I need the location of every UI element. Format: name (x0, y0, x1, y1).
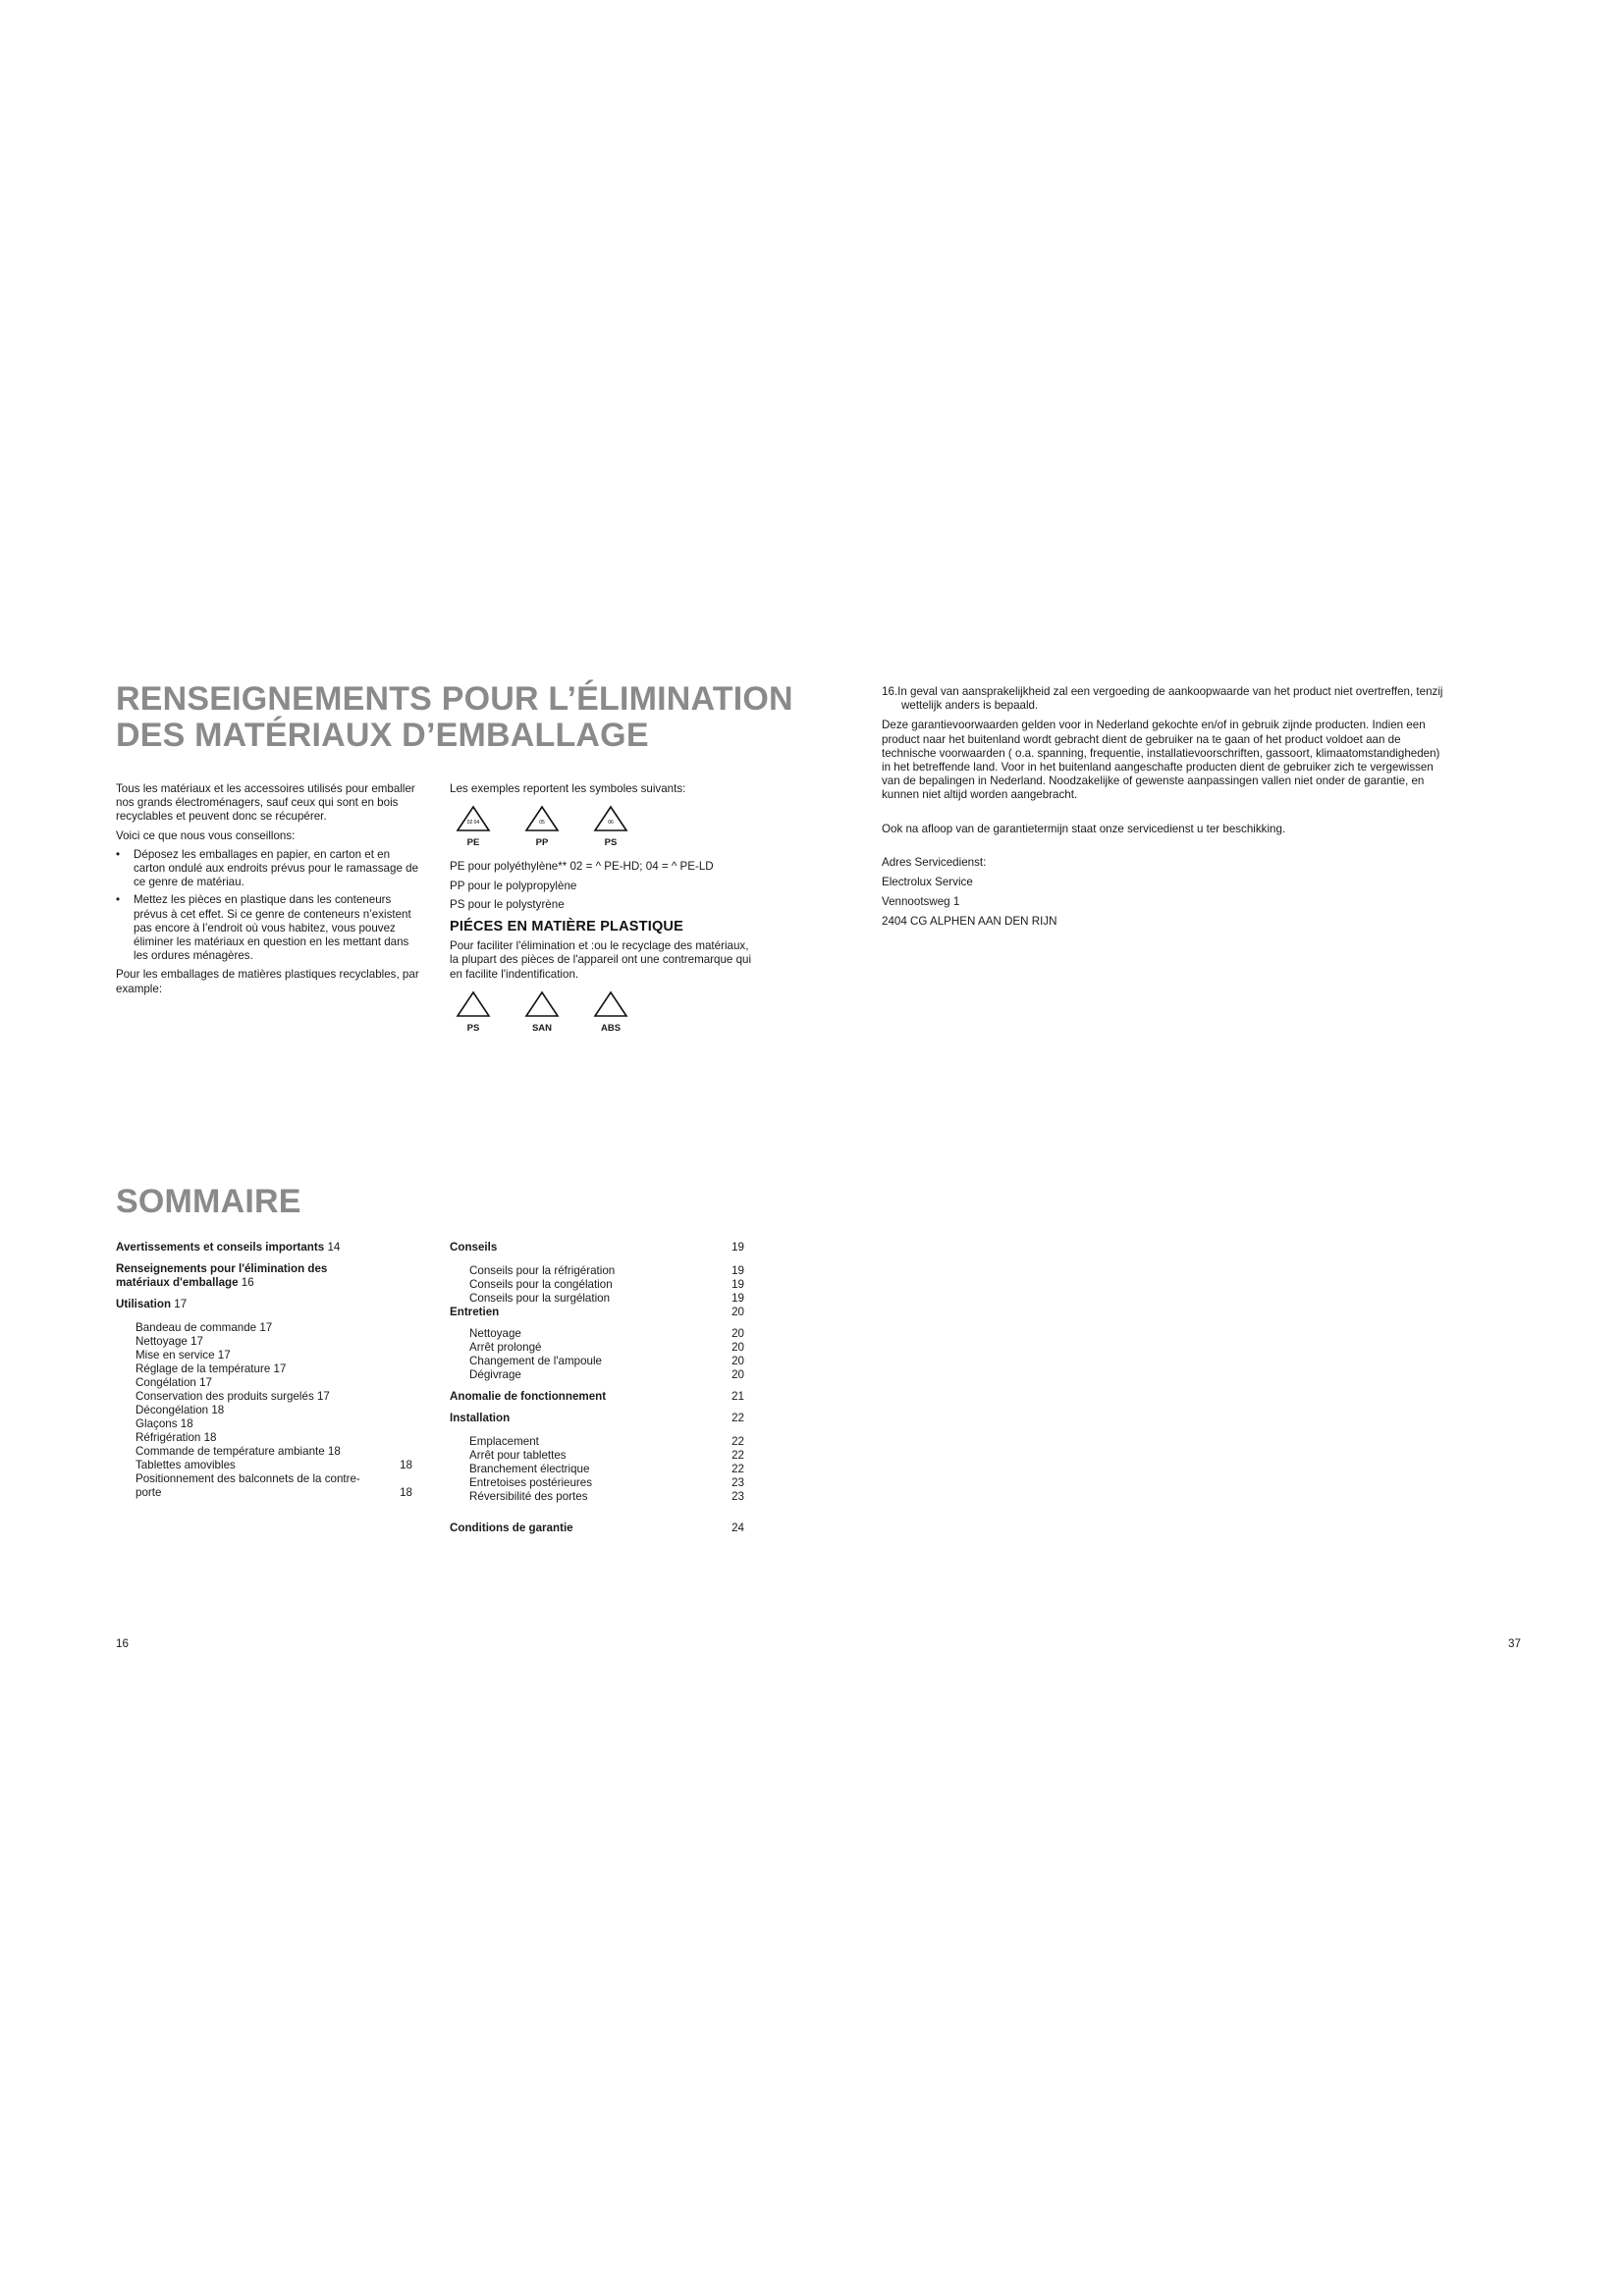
toc-sub-item (469, 1292, 744, 1306)
recycle-label: PP (535, 837, 549, 849)
toc-item-page: 24 (731, 1522, 744, 1534)
toc-sub-item (469, 1341, 744, 1355)
disposal-bullet: • Mettez les pièces en plastique dans les conteneurs prévus à cet effet. Si ce genre de conteneurs n’existent pas encore à l’endroit où vous habitez, vous pouvez éliminer les matériaux en question en les mettant dans les ordures ménagères. (116, 893, 420, 963)
toc-item-label: Installation (450, 1412, 511, 1424)
toc-item-page: 19 (731, 1241, 744, 1254)
toc-sub-label: Branchement électrique (469, 1463, 590, 1475)
recycle-label: ABS (600, 1022, 622, 1034)
toc-item-page: 17 (174, 1298, 188, 1310)
toc-sub-list (116, 1321, 412, 1500)
recycle-symbol-pe (454, 804, 493, 850)
toc-item (116, 1298, 412, 1311)
plastics-example: Pour les emballages de matières plastiques recyclables, par example: (116, 968, 419, 995)
toc-sub-page: 20 (731, 1327, 744, 1340)
toc-item-page: 20 (731, 1306, 744, 1318)
toc-item-label: Conditions de garantie (450, 1522, 573, 1534)
summary-heading: SOMMAIRE (116, 1183, 301, 1220)
toc-sub-item (469, 1435, 744, 1449)
recycle-label: PS (604, 837, 618, 849)
recycle-code: 06 (608, 820, 614, 827)
toc-sub-page: 22 (731, 1435, 744, 1448)
disposal-advice-intro: Voici ce que nous vous conseillons: (116, 828, 296, 842)
recycle-symbol-san (522, 989, 562, 1036)
toc-sub-item (469, 1449, 744, 1463)
service-address (882, 856, 1530, 930)
toc-sub-list (450, 1264, 744, 1306)
disposal-heading-line2: DES MATÉRIAUX D’EMBALLAGE (116, 717, 649, 754)
guarantee-item-16-line1: 16.In geval van aansprakelijkheid zal een vergoeding de aankoopwaarde van het product niet overtreffen, tenzij (882, 685, 1443, 698)
toc-sub-page: 22 (731, 1449, 744, 1462)
toc-item-page: 16 (241, 1276, 254, 1289)
recycle-triangle-icon (522, 804, 562, 835)
recycle-symbols-row-2 (454, 989, 754, 1036)
recycle-triangle-icon (591, 989, 630, 1021)
recycle-symbol-ps (454, 989, 493, 1036)
toc-sub-list (450, 1327, 744, 1382)
toc-sub-label: Emplacement (469, 1435, 539, 1448)
toc-item (116, 1262, 412, 1290)
toc-sub-label: Dégivrage (469, 1368, 521, 1381)
recycle-label: SAN (531, 1022, 553, 1034)
toc-sub-page: 20 (731, 1355, 744, 1367)
disposal-right-column (450, 782, 754, 1045)
toc-sub-item (135, 1486, 412, 1500)
toc-sub-item (469, 1476, 744, 1490)
toc-sub-page: 18 (400, 1459, 412, 1471)
toc-sub-item: Conservation des produits surgelés 17 (135, 1390, 330, 1403)
toc-item-label: Entretien (450, 1306, 500, 1318)
guarantee-para-line: technische voorwaarden ( o.a. spanning, frequentie, installatievoorschriften, gassoort, klimaatomstandigheden) (882, 746, 1440, 760)
disposal-heading (116, 681, 823, 754)
toc-sub-item: Réglage de la température 17 (135, 1362, 287, 1375)
recycle-code: 05 (539, 820, 545, 827)
toc-sub-item (469, 1278, 744, 1292)
toc-item-label: matériaux d'emballage (116, 1276, 239, 1289)
toc-sub-label: Conseils pour la surgélation (469, 1292, 611, 1305)
recycle-label: PS (466, 1022, 480, 1034)
toc-item-page: 21 (731, 1390, 744, 1403)
toc-sub-item (469, 1355, 744, 1368)
disposal-bullets (116, 848, 420, 964)
address-line: Adres Servicedienst: (882, 855, 987, 869)
toc-item-anomalie (450, 1390, 744, 1404)
disposal-bullet: • Déposez les emballages en papier, en carton et en carton ondulé aux endroits prévus pour le ramassage de ce genre de matériau. (116, 848, 420, 890)
toc-sub-page: 20 (731, 1341, 744, 1354)
summary-right-column (450, 1241, 744, 1535)
toc-item-page: 14 (327, 1241, 341, 1254)
toc-sub-page: 23 (731, 1490, 744, 1503)
disposal-heading-line1: RENSEIGNEMENTS POUR L’ÉLIMINATION (116, 680, 793, 718)
toc-sub-label: Tablettes amovibles (135, 1459, 236, 1471)
toc-sub-label: Conseils pour la réfrigération (469, 1264, 616, 1277)
page-number-right: 37 (1508, 1637, 1521, 1650)
recycle-code: 02 04 (466, 820, 480, 827)
summary-heading-wrap (116, 1184, 301, 1220)
toc-item-label: Conseils (450, 1241, 498, 1254)
toc-sub-list (450, 1435, 744, 1504)
toc-item-page: 22 (731, 1412, 744, 1424)
toc-sub-item: Bandeau de commande 17 (135, 1321, 273, 1334)
service-note: Ook na afloop van de garantietermijn staat onze servicedienst u ter beschikking. (882, 822, 1286, 835)
toc-item-installation (450, 1412, 744, 1425)
toc-sub-label: Arrêt pour tablettes (469, 1449, 567, 1462)
toc-sub-page: 19 (731, 1278, 744, 1291)
toc-sub-item: Réfrigération 18 (135, 1431, 217, 1444)
guarantee-para-line: kunnen niet altijd worden aangebracht. (882, 788, 1078, 802)
toc-item-label: Avertissements et conseils importants (116, 1241, 325, 1254)
plastic-parts-text: Pour faciliter l'élimination et :ou le recyclage des matériaux, la plupart des pièces de l'appareil ont une contremarque qui en facilite l'indentification. (450, 939, 752, 981)
toc-sub-item (469, 1368, 744, 1382)
toc-sub-page: 18 (400, 1486, 412, 1499)
toc-item-label: Anomalie de fonctionnement (450, 1390, 607, 1403)
toc-sub-item: Mise en service 17 (135, 1349, 231, 1362)
toc-sub-item (469, 1264, 744, 1278)
pe-line: PE pour polyéthylène** 02 = ^ PE-HD; 04 = ^ PE-LD (450, 860, 714, 874)
guarantee-para-line: product naar het buitenland wordt gebracht dient de gebruiker na te gaan of het product voldoet aan de (882, 732, 1401, 746)
toc-sub-item: Nettoyage 17 (135, 1335, 203, 1348)
toc-sub-label: Arrêt prolongé (469, 1341, 542, 1354)
toc-sub-item: Commande de température ambiante 18 (135, 1445, 341, 1458)
pp-line: PP pour le polypropylène (450, 879, 577, 892)
disposal-left-column (116, 782, 420, 1001)
recycle-label: PE (466, 837, 480, 849)
guarantee-para-line: Deze garantievoorwaarden gelden voor in Nederland gekochte en/of in gebruik zijnde producten. Indien een (882, 719, 1426, 732)
toc-sub-page: 23 (731, 1476, 744, 1489)
symbols-intro: Les exemples reportent les symboles suivants: (450, 782, 686, 795)
toc-sub-page: 22 (731, 1463, 744, 1475)
address-line: Vennootsweg 1 (882, 895, 960, 909)
toc-sub-label: porte (135, 1486, 162, 1499)
address-line: Electrolux Service (882, 876, 973, 889)
recycle-symbols-row-1 (454, 804, 754, 850)
page-number-left: 16 (116, 1637, 129, 1650)
recycle-triangle-icon (454, 989, 493, 1021)
toc-sub-label: Entretoises postérieures (469, 1476, 593, 1489)
toc-item-conseils (450, 1241, 744, 1255)
toc-sub-item (469, 1327, 744, 1341)
toc-sub-label: Conseils pour la congélation (469, 1278, 613, 1291)
plastic-parts-heading: PIÉCES EN MATIÈRE PLASTIQUE (450, 919, 683, 935)
ps-line: PS pour le polystyrène (450, 897, 565, 911)
toc-item-label: Renseignements pour l'élimination des (116, 1262, 328, 1275)
toc-sub-page: 19 (731, 1264, 744, 1277)
recycle-symbol-ps (591, 804, 630, 850)
toc-sub-item (135, 1459, 412, 1472)
toc-sub-item: Décongélation 18 (135, 1404, 225, 1416)
toc-sub-page: 20 (731, 1368, 744, 1381)
toc-sub-label: Réversibilité des portes (469, 1490, 588, 1503)
toc-sub-label: Nettoyage (469, 1327, 521, 1340)
address-line: 2404 CG ALPHEN AAN DEN RIJN (882, 915, 1057, 929)
dutch-guarantee-text (882, 685, 1530, 930)
toc-sub-item (469, 1490, 744, 1504)
toc-item-label: Utilisation (116, 1298, 172, 1310)
recycle-triangle-icon (454, 804, 493, 835)
toc-sub-item (469, 1463, 744, 1476)
toc-sub-label: Changement de l'ampoule (469, 1355, 602, 1367)
recycle-triangle-icon (522, 989, 562, 1021)
guarantee-item-16-line2: wettelijk anders is bepaald. (901, 699, 1039, 713)
recycle-symbol-pp (522, 804, 562, 850)
toc-item-entretien (450, 1306, 744, 1319)
toc-item-garantie (450, 1522, 744, 1535)
toc-sub-item: Positionnement des balconnets de la contre- (135, 1472, 360, 1485)
toc-sub-item: Congélation 17 (135, 1376, 212, 1389)
guarantee-para-line: in het betreffende land. Voor in het buitenland aangeschafte producten dient de gebruiker zich te vergewissen (882, 761, 1434, 774)
toc-sub-item: Glaçons 18 (135, 1417, 193, 1430)
toc-item (116, 1241, 412, 1255)
summary-left-column (116, 1241, 412, 1500)
recycle-symbol-abs (591, 989, 630, 1036)
toc-sub-page: 19 (731, 1292, 744, 1305)
disposal-intro: Tous les matériaux et les accessoires utilisés pour emballer nos grands électroménagers, sauf ceux qui sont en bois recyclables et peuvent donc se récupérer. (116, 782, 415, 824)
recycle-triangle-icon (591, 804, 630, 835)
guarantee-para-line: van de bepalingen in Nederland. Noodzakelijke of gewenste aanpassingen vallen niet onder de garantie, en (882, 774, 1425, 788)
